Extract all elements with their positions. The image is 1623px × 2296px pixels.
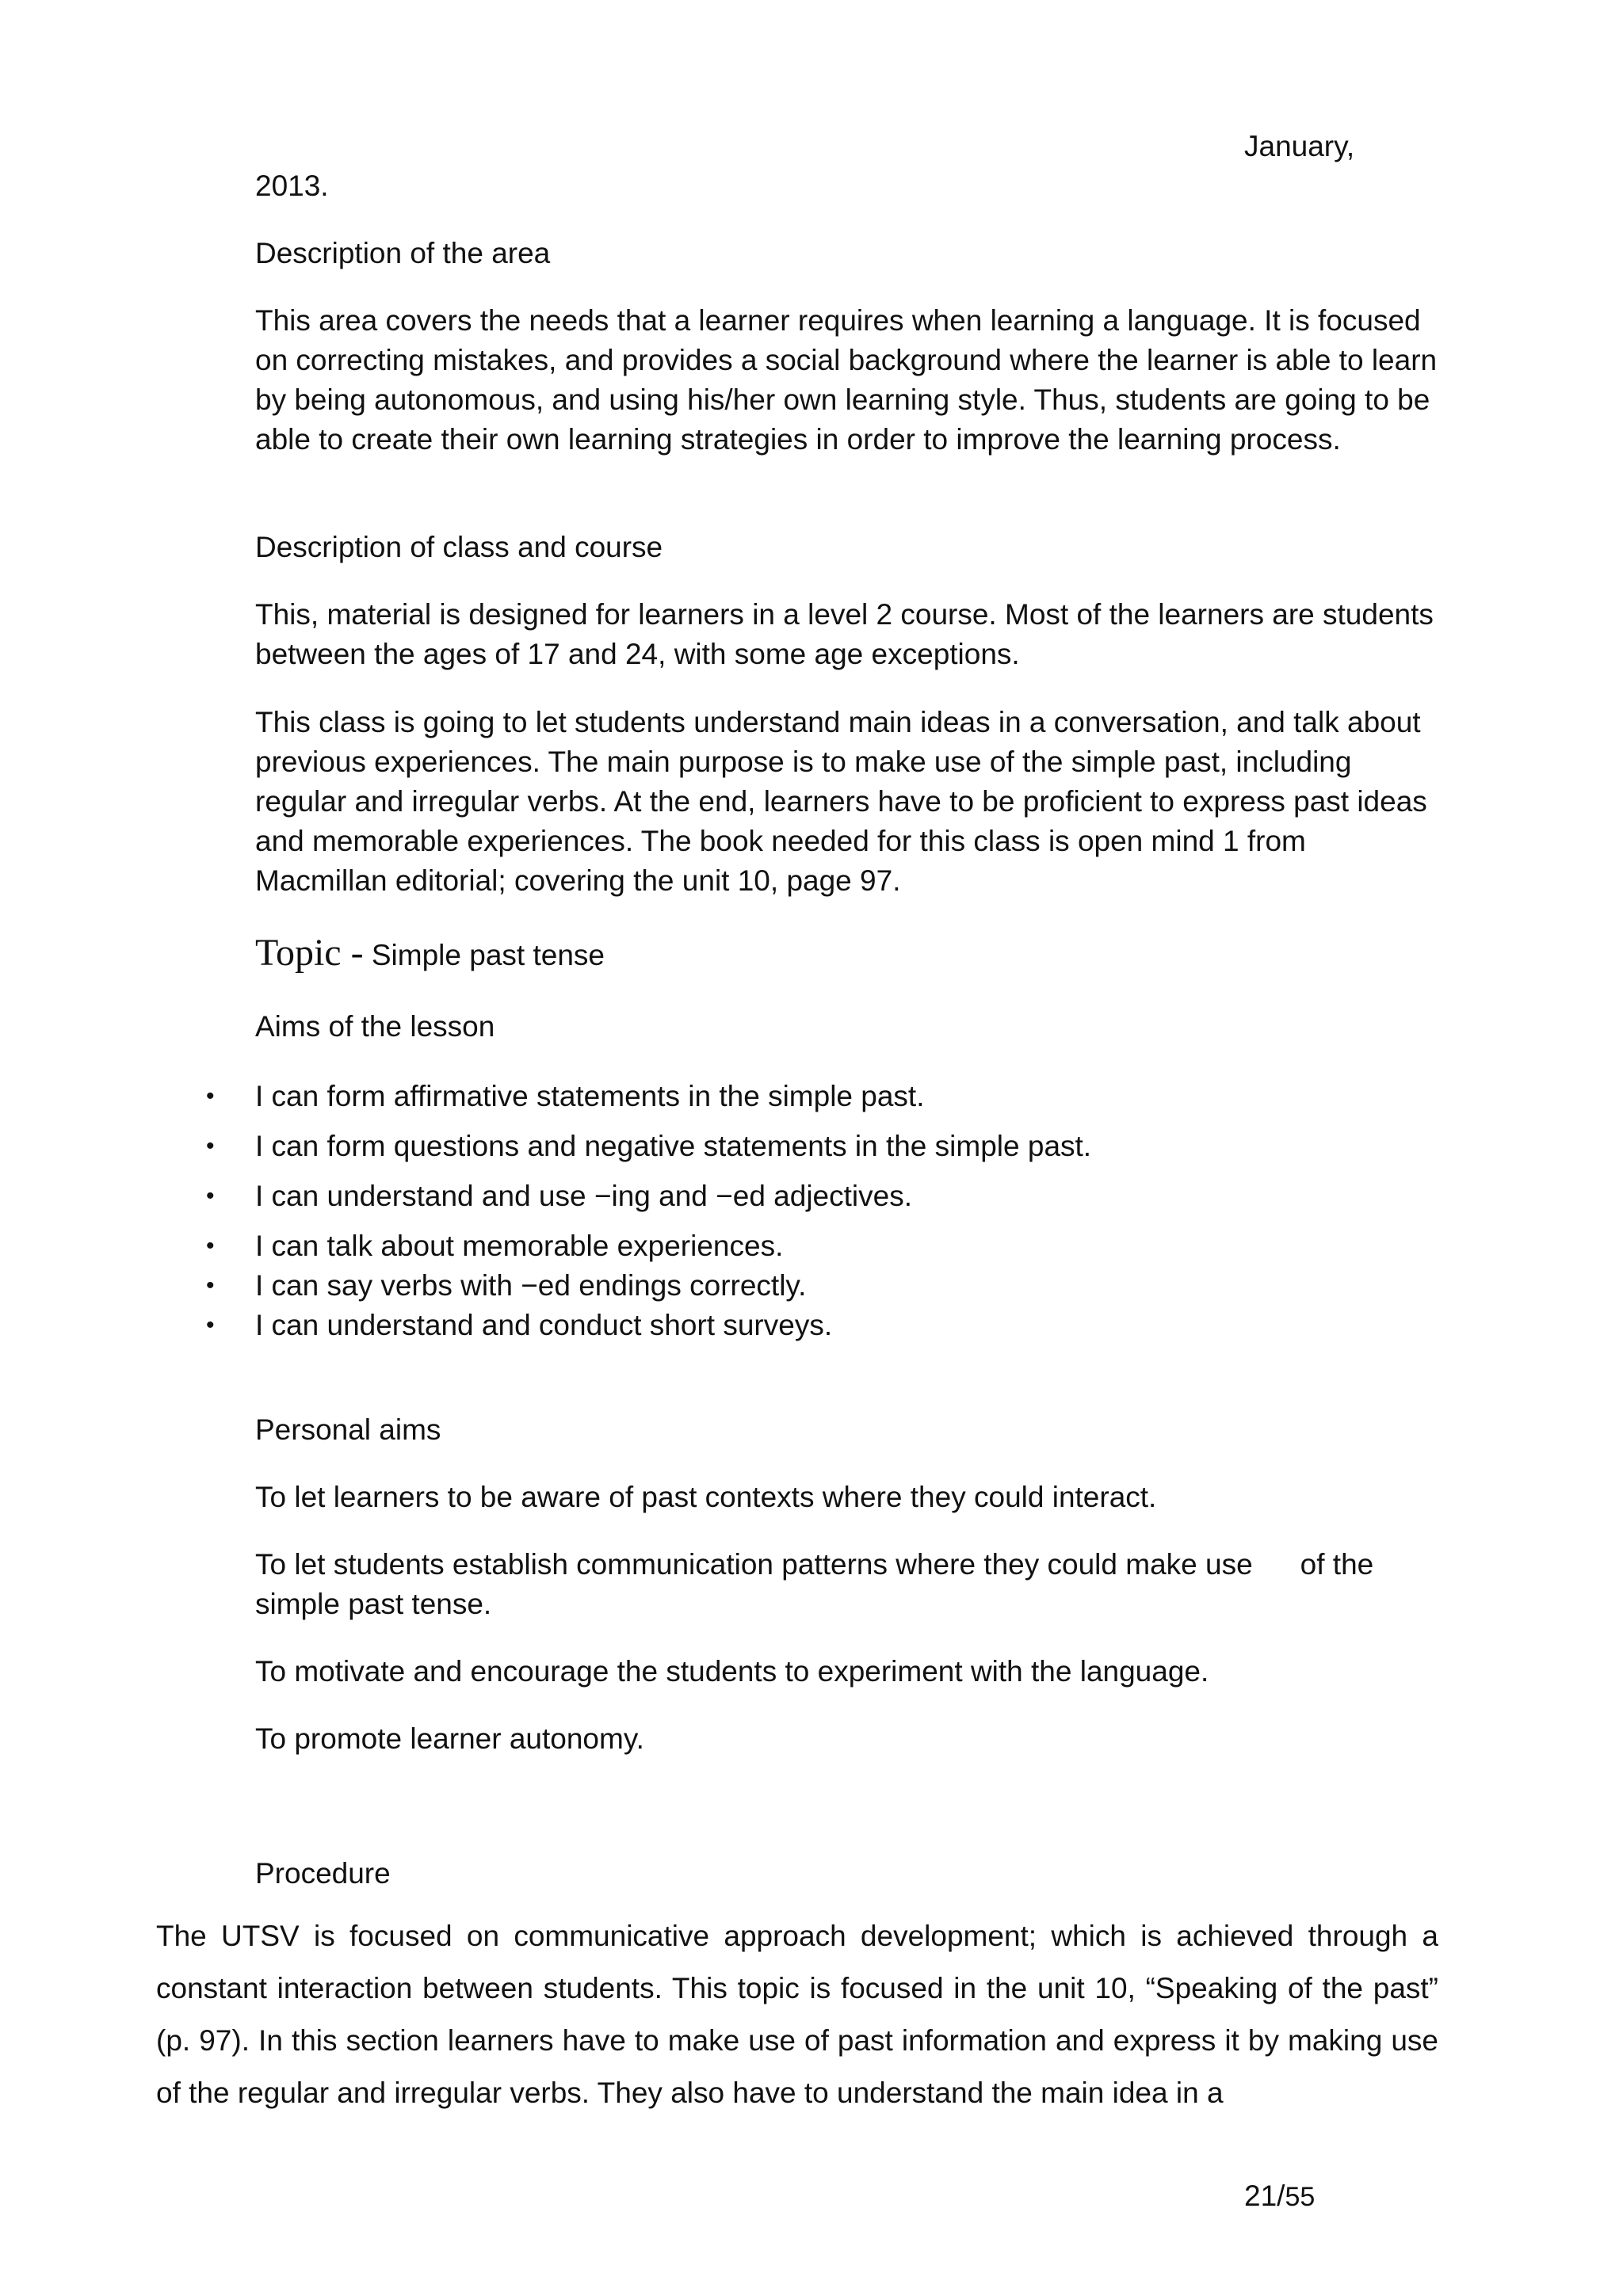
list-item: •I can understand and conduct short surveys. — [206, 1306, 832, 1345]
area-heading: Description of the area — [255, 237, 551, 269]
topic-label: Topic - — [255, 932, 364, 974]
topic-value: Simple past tense — [371, 939, 605, 971]
personal-aim-2: To let students establish communication patterns where they could make use of the — [255, 1548, 1374, 1581]
procedure-heading: Procedure — [255, 1857, 391, 1890]
page-current: 21/ — [1244, 2180, 1285, 2212]
bullet-icon — [206, 1266, 255, 1306]
aims-heading: Aims of the lesson — [255, 1010, 495, 1043]
bullet-icon — [206, 1226, 255, 1266]
list-item: •I can form affirmative statements in the simple past. — [206, 1077, 925, 1116]
class-course-heading: Description of class and course — [255, 531, 663, 563]
bullet-icon — [206, 1306, 255, 1345]
bullet-icon — [206, 1077, 255, 1116]
class-course-body-2: This class is going to let students understand main ideas in a conversation, and talk about previous experiences. The main purpose is to make use of the simple past, including regular and irregular verbs. At the end, learners have to be proficient to express past ideas and memorable experiences. The book needed for this class is open mind 1 from Macmillan editorial; covering the unit 10, page 97. — [255, 706, 1427, 897]
date-month: January, — [1244, 130, 1355, 162]
personal-aims-heading: Personal aims — [255, 1413, 441, 1446]
personal-aim-3: To motivate and encourage the students to experiment with the language. — [255, 1655, 1209, 1688]
topic-line — [255, 933, 605, 975]
class-course-body-1: This, material is designed for learners in a level 2 course. Most of the learners are students between the ages of 17 and 24, with some age exceptions. — [255, 598, 1434, 670]
list-item: •I can understand and use −ing and −ed adjectives. — [206, 1177, 912, 1216]
bullet-icon — [206, 1127, 255, 1166]
bullet-icon — [206, 1177, 255, 1216]
page-total: 55 — [1285, 2182, 1316, 2212]
list-item: •I can talk about memorable experiences. — [206, 1226, 783, 1266]
personal-aim-1: To let learners to be aware of past contexts where they could interact. — [255, 1481, 1157, 1513]
date-year: 2013. — [255, 170, 329, 202]
page-number — [1244, 2176, 1315, 2217]
procedure-body: The UTSV is focused on communicative approach development; which is achieved through a constant interaction between students. This topic is focused in the unit 10, “Speaking of the past” (p. 97). In this section learners have to make use of past information and express it by making use of the regular and irregular verbs. They also have to understand the main idea in a — [156, 1920, 1438, 2109]
list-item: •I can say verbs with −ed endings correctly. — [206, 1266, 806, 1306]
area-body: This area covers the needs that a learner requires when learning a language. It is focused on correcting mistakes, and provides a social background where the learner is able to learn by being autonomous, and using his/her own learning style. Thus, students are going to be able to create their own learning strategies in order to improve the learning process. — [255, 304, 1438, 456]
personal-aim-4: To promote learner autonomy. — [255, 1722, 644, 1755]
list-item: •I can form questions and negative statements in the simple past. — [206, 1127, 1091, 1166]
personal-aim-2-line-2: simple past tense. — [255, 1588, 492, 1620]
